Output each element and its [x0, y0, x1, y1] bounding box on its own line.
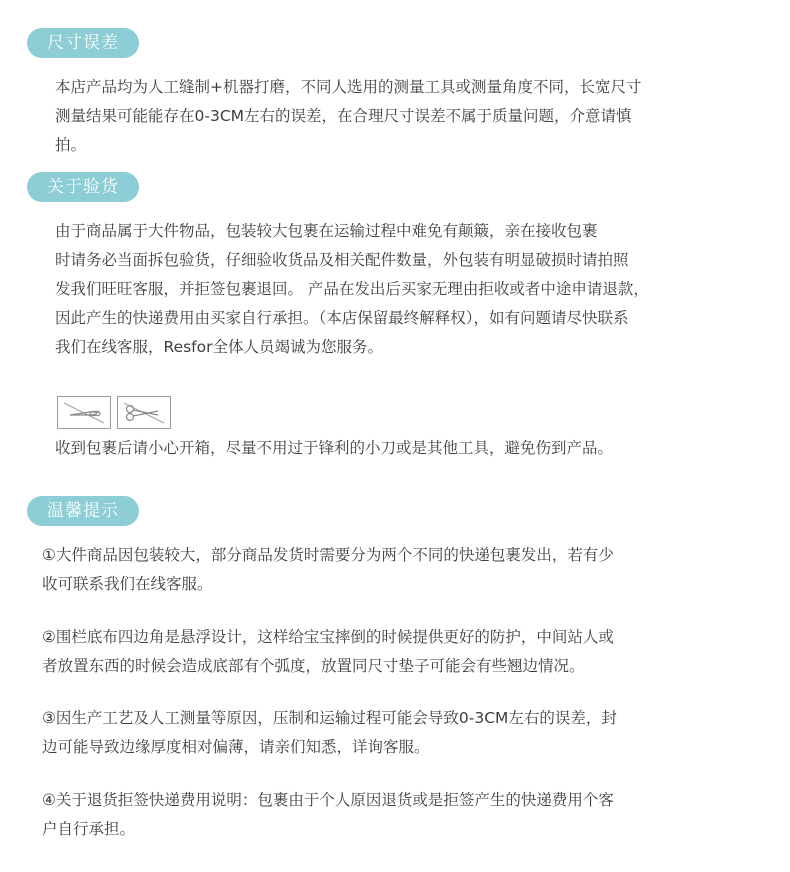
scissors-icon: [117, 396, 171, 429]
tip-line: ①大件商品因包装较大，部分商品发货时需要分为两个不同的快递包裹发出，若有少: [42, 546, 614, 564]
inspection-line: 我们在线客服，Resfor全体人员竭诚为您服务。: [55, 338, 383, 356]
caution-line: 收到包裹后请小心开箱，尽量不用过于锋利的小刀或是其他工具，避免伤到产品。: [55, 439, 614, 457]
size-error-line: 测量结果可能能存在0-3CM左右的误差，在合理尺寸误差不属于质量问题，介意请慎: [55, 107, 632, 125]
tip-line: 边可能导致边缘厚度相对偏薄，请亲们知悉，详询客服。: [42, 738, 430, 756]
inspection-line: 由于商品属于大件物品，包装较大包裹在运输过程中难免有颠簸，亲在接收包裹: [55, 222, 598, 240]
tip-item-4: [42, 786, 614, 844]
tip-line: ③因生产工艺及人工测量等原因，压制和运输过程可能会导致0-3CM左右的误差，封: [42, 709, 617, 727]
tip-item-2: [42, 623, 614, 681]
section-title-tips: 温馨提示: [27, 496, 139, 526]
tip-line: ④关于退货拒签快递费用说明：包裹由于个人原因退货或是拒签产生的快递费用个客: [42, 791, 614, 809]
tip-item-1: [42, 541, 614, 599]
inspection-line: 时请务必当面拆包验货，仔细验收货品及相关配件数量，外包装有明显破损时请拍照: [55, 251, 629, 269]
size-error-line: 拍。: [55, 136, 87, 154]
caution-text: [55, 434, 613, 463]
knife-icon: [57, 396, 111, 429]
section-title-inspection: 关于验货: [27, 172, 139, 202]
inspection-line: 发我们旺旺客服，并拒签包裹退回。 产品在发出后买家无理由拒收或者中途申请退款，: [55, 280, 649, 298]
size-error-line: 本店产品均为人工缝制+机器打磨，不同人选用的测量工具或测量角度不同，长宽尺寸: [55, 78, 642, 96]
inspection-paragraph: [55, 217, 649, 362]
inspection-line: 因此产生的快递费用由买家自行承担。（本店保留最终解释权），如有问题请尽快联系: [55, 309, 629, 327]
tip-line: 者放置东西的时候会造成底部有个弧度，放置同尺寸垫子可能会有些翘边情况。: [42, 657, 585, 675]
tip-line: 收可联系我们在线客服。: [42, 575, 213, 593]
tip-line: ②围栏底布四边角是悬浮设计，这样给宝宝摔倒的时候提供更好的防护，中间站人或: [42, 628, 614, 646]
tip-item-3: [42, 704, 617, 762]
size-error-paragraph: [55, 73, 642, 160]
section-title-size-error: 尺寸误差: [27, 28, 139, 58]
tool-icons: [57, 396, 171, 429]
tip-line: 户自行承担。: [42, 820, 136, 838]
